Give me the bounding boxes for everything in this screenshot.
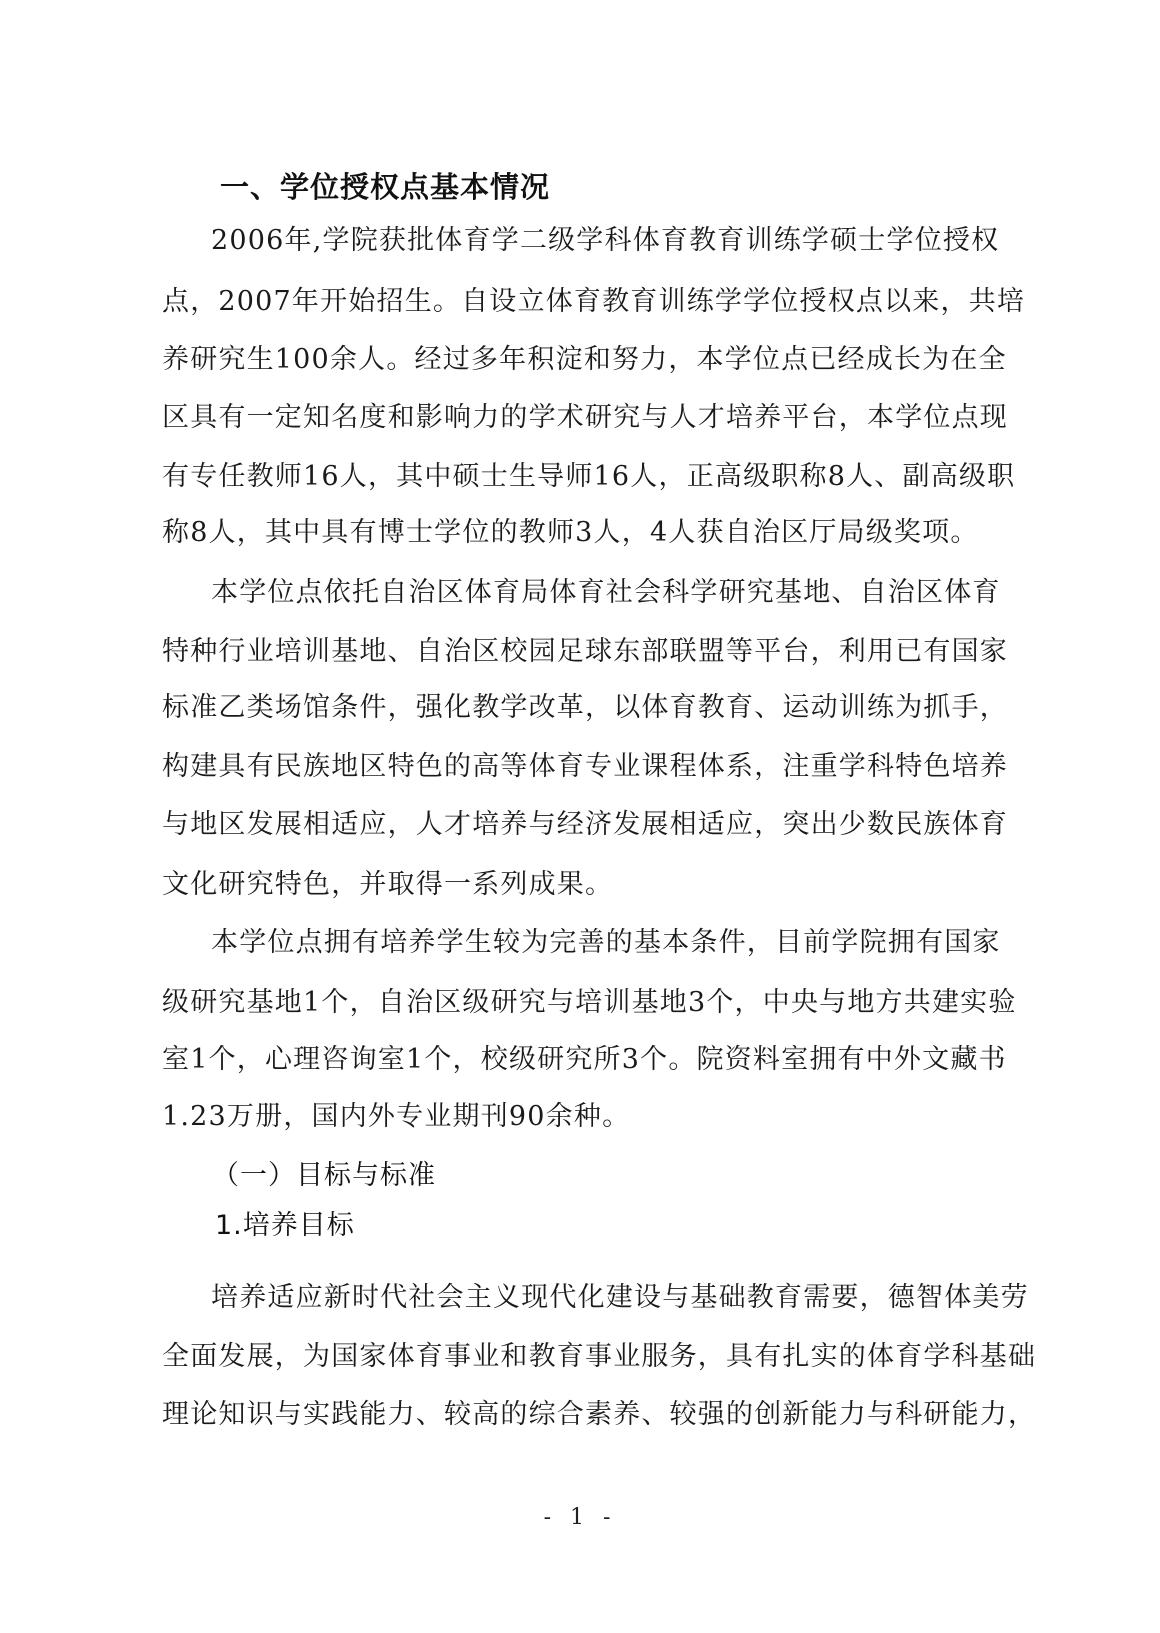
paragraph-1-line-2: 点，2007年开始招生。自设立体育教育训练学学位授权点以来，共培 (162, 286, 1026, 317)
paragraph-2-line-1: 本学位点依托自治区体育局体育社会科学研究基地、自治区体育 (211, 577, 1001, 608)
paragraph-2-line-6: 文化研究特色，并取得一系列成果。 (162, 869, 614, 900)
page-number: - 1 - (543, 1505, 617, 1530)
paragraph-3-line-3: 室1个，心理咨询室1个，校级研究所3个。院资料室拥有中外文藏书 (162, 1044, 1007, 1075)
subsection-title: （一）目标与标准 (212, 1160, 436, 1191)
section-title: 一、学位授权点基本情况 (220, 170, 551, 204)
item-title: 1.培养目标 (215, 1210, 355, 1241)
paragraph-1-line-5: 有专任教师16人，其中硕士生导师16人，正高级职称8人、副高级职 (162, 461, 1016, 492)
paragraph-3-line-4: 1.23万册，国内外专业期刊90余种。 (162, 1101, 631, 1132)
paragraph-1-line-4: 区具有一定知名度和影响力的学术研究与人才培养平台，本学位点现 (162, 402, 1008, 433)
goal-paragraph-line-1: 培养适应新时代社会主义现代化建设与基础教育需要，德智体美劳 (211, 1282, 1029, 1313)
paragraph-2-line-5: 与地区发展相适应，人才培养与经济发展相适应，突出少数民族体育 (162, 809, 1008, 840)
paragraph-1-line-3: 养研究生100余人。经过多年积淀和努力，本学位点已经成长为在全 (162, 344, 1007, 375)
paragraph-2-line-3: 标准乙类场馆条件，强化教学改革，以体育教育、运动训练为抓手， (162, 692, 1008, 723)
paragraph-1-line-1: 2006年,学院获批体育学二级学科体育教育训练学硕士学位授权 (211, 225, 1000, 256)
goal-paragraph-line-2: 全面发展，为国家体育事业和教育事业服务，具有扎实的体育学科基础 (162, 1341, 1037, 1372)
paragraph-2-line-4: 构建具有民族地区特色的高等体育专业课程体系，注重学科特色培养 (162, 751, 1008, 782)
paragraph-3-line-1: 本学位点拥有培养学生较为完善的基本条件，目前学院拥有国家 (211, 927, 1001, 958)
paragraph-3-line-2: 级研究基地1个，自治区级研究与培训基地3个，中央与地方共建实验 (162, 987, 1017, 1018)
paragraph-1-line-6: 称8人，其中具有博士学位的教师3人，4人获自治区厅局级奖项。 (162, 517, 979, 548)
goal-paragraph-line-3: 理论知识与实践能力、较高的综合素养、较强的创新能力与科研能力， (162, 1399, 1037, 1430)
paragraph-2-line-2: 特种行业培训基地、自治区校园足球东部联盟等平台，利用已有国家 (162, 636, 1008, 667)
